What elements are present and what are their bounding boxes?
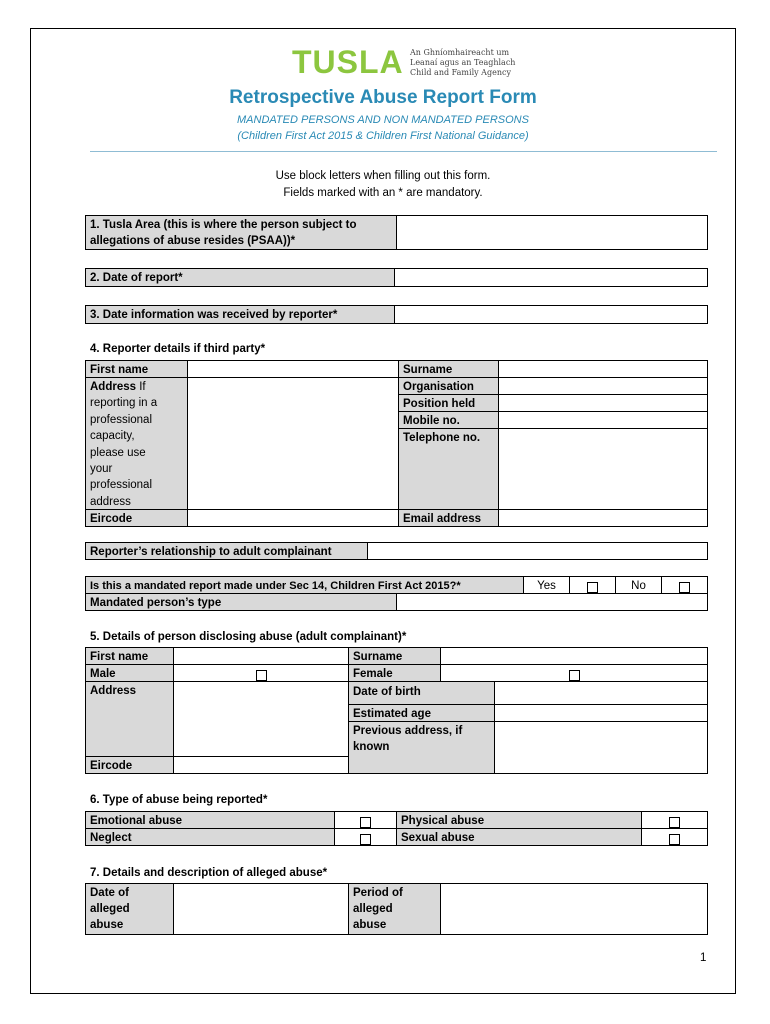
complainant-female-label: Female — [348, 664, 441, 682]
reporter-mobile-field[interactable] — [498, 411, 708, 429]
mandated-no-checkbox[interactable] — [679, 582, 690, 593]
date-of-abuse-l1: Date of — [90, 887, 129, 899]
address-label-bold: Address — [90, 381, 137, 393]
physical-abuse-cell — [641, 811, 708, 829]
date-received-field[interactable] — [394, 305, 708, 324]
reporter-surname-label: Surname — [398, 360, 499, 378]
complainant-eircode-field[interactable] — [173, 756, 349, 774]
period-of-abuse-l2: alleged — [353, 903, 393, 915]
complainant-eircode-label: Eircode — [85, 756, 174, 774]
complainant-age-field[interactable] — [494, 704, 708, 722]
period-of-abuse-label — [348, 883, 441, 935]
date-of-report-label: 2. Date of report* — [85, 268, 395, 287]
tusla-area-label-l1: 1. Tusla Area (this is where the person subject to — [90, 219, 357, 231]
reporter-eircode-field[interactable] — [187, 509, 399, 527]
date-of-report-field[interactable] — [394, 268, 708, 287]
logo-agency-line2: Leanaí agus an Teaghlach — [410, 58, 516, 67]
instruction-2: Fields marked with an * are mandatory. — [283, 187, 483, 199]
address-note-3: capacity, — [90, 430, 135, 443]
abuse-type-heading: 6. Type of abuse being reported* — [90, 794, 268, 806]
male-checkbox[interactable] — [256, 670, 267, 681]
complainant-address-field[interactable] — [173, 681, 349, 757]
emotional-abuse-checkbox[interactable] — [360, 817, 371, 828]
emotional-abuse-label: Emotional abuse — [85, 811, 335, 829]
mandated-yes-checkbox[interactable] — [587, 582, 598, 593]
title-divider — [90, 151, 717, 152]
neglect-cell — [334, 828, 397, 846]
logo-agency-text — [410, 48, 530, 78]
address-note-5: your — [90, 463, 113, 476]
emotional-abuse-cell — [334, 811, 397, 829]
form-subtitle-1: MANDATED PERSONS AND NON MANDATED PERSONS — [237, 114, 529, 126]
form-title: Retrospective Abuse Report Form — [229, 87, 537, 108]
address-note-0: If — [136, 381, 146, 393]
address-note-6: professional — [90, 479, 153, 492]
reporter-email-label: Email address — [398, 509, 499, 527]
complainant-heading: 5. Details of person disclosing abuse (adult complainant)* — [90, 631, 407, 643]
mandated-question-label: Is this a mandated report made under Sec 14, Children First Act 2015?* — [85, 576, 524, 594]
address-note-2: professional — [90, 413, 153, 426]
female-checkbox[interactable] — [569, 670, 580, 681]
date-of-abuse-label — [85, 883, 174, 935]
sexual-abuse-label: Sexual abuse — [396, 828, 642, 846]
mandated-type-field[interactable] — [396, 593, 708, 611]
mandated-yes-label: Yes — [523, 576, 570, 594]
prev-address-l1: Previous address, if — [353, 725, 463, 737]
complainant-surname-label: Surname — [348, 647, 441, 665]
relationship-field[interactable] — [367, 542, 708, 560]
date-of-abuse-l3: abuse — [90, 919, 124, 931]
reporter-email-field[interactable] — [498, 509, 708, 527]
logo-brand: TUSLA — [292, 44, 404, 80]
reporter-eircode-label: Eircode — [85, 509, 188, 527]
reporter-organisation-field[interactable] — [498, 377, 708, 395]
address-note-7: address — [90, 495, 131, 508]
reporter-organisation-label: Organisation — [398, 377, 499, 395]
complainant-prev-address-field[interactable] — [494, 721, 708, 774]
reporter-telephone-label: Telephone no. — [398, 428, 499, 510]
complainant-first-name-label: First name — [85, 647, 174, 665]
sexual-abuse-cell — [641, 828, 708, 846]
tusla-area-label-l2: allegations of abuse resides (PSAA))* — [90, 235, 296, 247]
tusla-logo — [292, 44, 404, 80]
date-received-label: 3. Date information was received by reporter* — [85, 305, 395, 324]
complainant-age-label: Estimated age — [348, 704, 495, 722]
form-subtitle-2: (Children First Act 2015 & Children First National Guidance) — [237, 130, 529, 142]
complainant-male-cell — [173, 664, 349, 682]
instruction-1: Use block letters when filling out this form. — [275, 170, 491, 182]
complainant-male-label: Male — [85, 664, 174, 682]
address-note-1: reporting in a — [90, 397, 158, 410]
period-of-abuse-l3: abuse — [353, 919, 387, 931]
period-of-abuse-field[interactable] — [440, 883, 708, 935]
reporter-first-name-label: First name — [85, 360, 188, 378]
complainant-female-cell — [440, 664, 708, 682]
complainant-dob-field[interactable] — [494, 681, 708, 705]
neglect-checkbox[interactable] — [360, 834, 371, 845]
mandated-yes-cell — [569, 576, 616, 594]
physical-abuse-checkbox[interactable] — [669, 817, 680, 828]
reporter-address-field[interactable] — [187, 377, 399, 510]
tusla-area-field[interactable] — [396, 215, 708, 250]
reporter-first-name-field[interactable] — [187, 360, 399, 378]
period-of-abuse-l1: Period of — [353, 887, 403, 899]
relationship-label: Reporter’s relationship to adult complainant — [85, 542, 368, 560]
abuse-details-heading: 7. Details and description of alleged abuse* — [90, 867, 328, 879]
logo-agency-line1: An Ghníomhaireacht um — [410, 48, 510, 57]
mandated-no-cell — [661, 576, 708, 594]
reporter-telephone-field[interactable] — [498, 428, 708, 510]
reporter-address-label — [85, 377, 188, 510]
mandated-no-label: No — [615, 576, 662, 594]
physical-abuse-label: Physical abuse — [396, 811, 642, 829]
complainant-dob-label: Date of birth — [348, 681, 495, 705]
sexual-abuse-checkbox[interactable] — [669, 834, 680, 845]
complainant-address-label: Address — [85, 681, 174, 757]
page-number: 1 — [700, 952, 707, 964]
complainant-prev-address-label — [348, 721, 495, 774]
reporter-position-label: Position held — [398, 394, 499, 412]
address-note-4: please use — [90, 446, 146, 459]
prev-address-l2: known — [353, 741, 390, 753]
reporter-details-heading: 4. Reporter details if third party* — [90, 343, 266, 355]
complainant-first-name-field[interactable] — [173, 647, 349, 665]
complainant-surname-field[interactable] — [440, 647, 708, 665]
mandated-type-label: Mandated person’s type — [85, 593, 397, 611]
neglect-label: Neglect — [85, 828, 335, 846]
date-of-abuse-field[interactable] — [173, 883, 349, 935]
reporter-position-field[interactable] — [498, 394, 708, 412]
date-of-abuse-l2: alleged — [90, 903, 130, 915]
tusla-area-label — [85, 215, 397, 250]
reporter-mobile-label: Mobile no. — [398, 411, 499, 429]
logo-agency-line3: Child and Family Agency — [410, 68, 511, 77]
reporter-surname-field[interactable] — [498, 360, 708, 378]
